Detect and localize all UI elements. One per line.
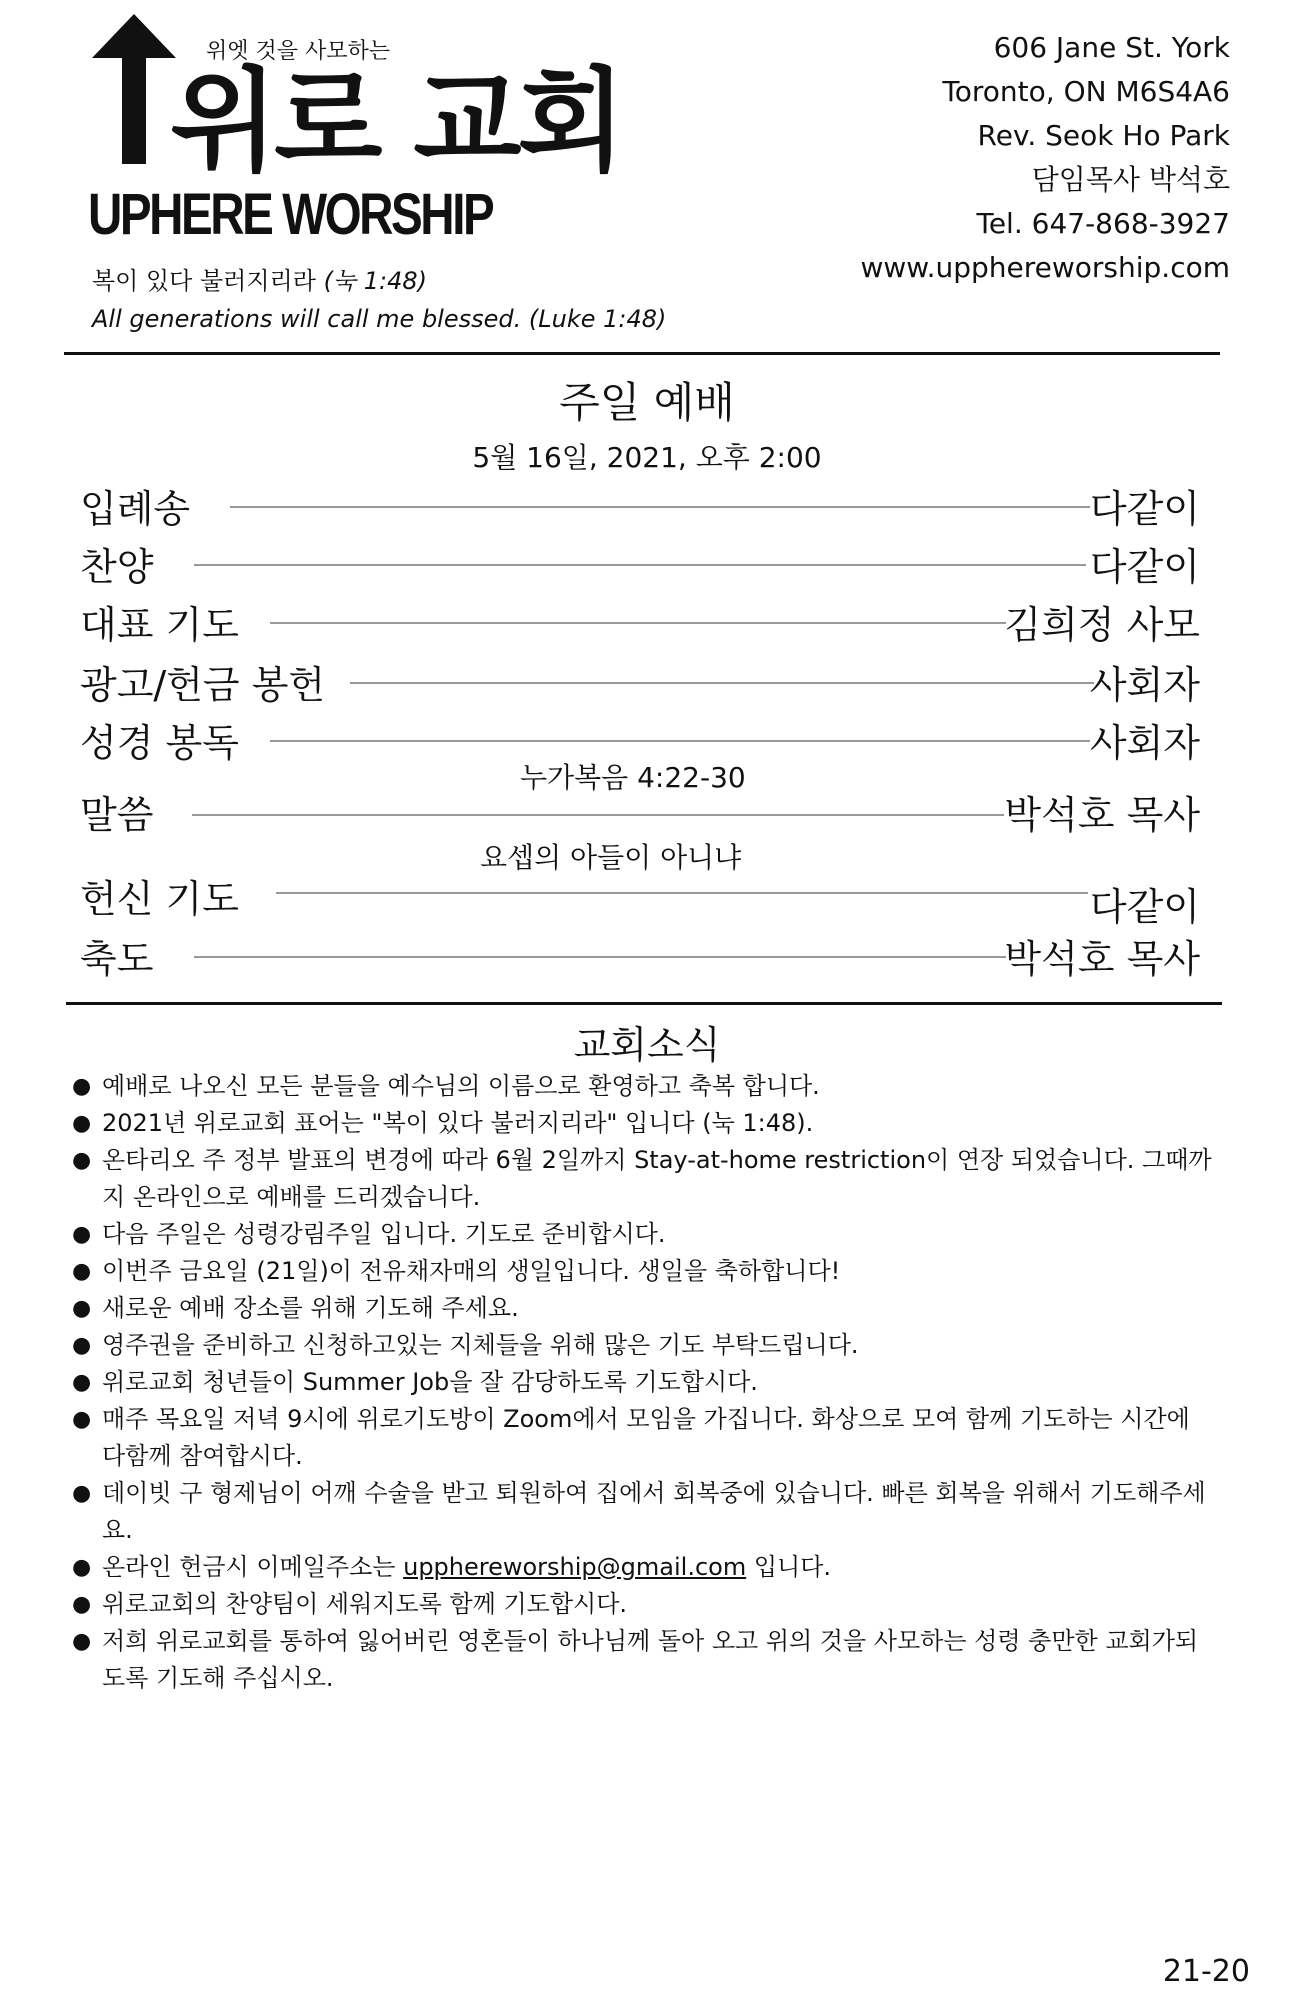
order-item: 광고/헌금 봉헌 <box>80 663 326 707</box>
bullet-icon: ● <box>72 1407 92 1432</box>
verse-korean-ref: (눅 1:48) <box>323 267 427 295</box>
order-person: 박석호 목사 <box>1004 937 1200 981</box>
order-person: 다같이 <box>1089 545 1200 589</box>
list-item: ● 저희 위로교회를 통하여 잃어버린 영혼들이 하나님께 돌아 오고 위의 것을 사모하는 성령 충만한 교회가되도록 기도해 주십시오. <box>72 1623 1212 1697</box>
up-arrow-icon <box>88 14 180 164</box>
verse-english: All generations will call me blessed. (Luke 1:48) <box>92 305 667 333</box>
leader-line <box>230 506 1090 508</box>
page-number: 21-20 <box>1162 1954 1250 1989</box>
leader-line <box>270 740 1090 742</box>
order-row <box>80 478 1200 531</box>
section-divider <box>66 1002 1222 1005</box>
news-list <box>72 1068 1212 1697</box>
contact-phone: Tel. 647-868-3927 <box>976 207 1230 240</box>
order-row <box>80 784 1200 837</box>
order-row <box>80 654 1200 707</box>
leader-line <box>192 814 1004 816</box>
order-item: 성경 봉독 <box>80 721 239 765</box>
leader-line <box>194 564 1086 566</box>
list-item: ● 새로운 예배 장소를 위해 기도해 주세요. <box>72 1290 1212 1327</box>
order-row <box>80 868 1200 929</box>
order-person: 김희정 사모 <box>1004 603 1200 647</box>
logo-english-name: UPHERE WORSHIP <box>88 182 493 247</box>
scripture-reference: 누가복음 4:22-30 <box>520 761 746 794</box>
bullet-icon: ● <box>72 1148 92 1173</box>
order-item: 대표 기도 <box>80 603 239 647</box>
news-title: 교회소식 <box>573 1023 721 1067</box>
donation-email-link[interactable]: upphereworship@gmail.com <box>403 1553 747 1581</box>
order-row <box>80 594 1200 647</box>
list-item: ● 매주 목요일 저녁 9시에 위로기도방이 Zoom에서 모임을 가집니다. 화상으로 모여 함께 기도하는 시간에 다함께 참여합시다. <box>72 1401 1212 1475</box>
logo-tagline: 위엣 것을 사모하는 <box>206 39 391 64</box>
order-item: 헌신 기도 <box>80 877 239 921</box>
leader-line <box>194 956 1006 958</box>
list-item: ● 위로교회 청년들이 Summer Job을 잘 감당하도록 기도합시다. <box>72 1364 1212 1401</box>
order-item: 말씀 <box>80 793 154 837</box>
order-row <box>80 928 1200 981</box>
order-person: 사회자 <box>1089 663 1200 707</box>
bullet-icon: ● <box>72 1111 92 1136</box>
order-row <box>80 712 1200 765</box>
contact-website[interactable]: www.upphereworship.com <box>860 251 1230 284</box>
leader-line <box>270 622 1006 624</box>
bullet-icon: ● <box>72 1259 92 1284</box>
logo-korean-name: 위로 교회 <box>170 57 622 187</box>
order-item: 축도 <box>80 937 154 981</box>
contact-pastor-en: Rev. Seok Ho Park <box>977 119 1230 152</box>
contact-pastor-ko: 담임목사 박석호 <box>1031 163 1230 196</box>
verse-korean: 복이 있다 불러지리라 <box>92 267 316 295</box>
list-item: ● 이번주 금요일 (21일)이 전유채자매의 생일입니다. 생일을 축하합니다! <box>72 1253 1212 1290</box>
leader-line <box>276 892 1088 894</box>
bullet-icon: ● <box>72 1592 92 1617</box>
list-item: ● 다음 주일은 성령강림주일 입니다. 기도로 준비합시다. <box>72 1216 1212 1253</box>
order-item: 입례송 <box>80 487 191 531</box>
contact-city: Toronto, ON M6S4A6 <box>942 75 1230 108</box>
order-person: 다같이 <box>1089 885 1200 929</box>
list-item: ● 온라인 헌금시 이메일주소는 upphereworship@gmail.com 입니다. <box>72 1549 1212 1586</box>
order-person: 다같이 <box>1089 487 1200 531</box>
bullet-icon: ● <box>72 1629 92 1654</box>
contact-street: 606 Jane St. York <box>993 31 1230 64</box>
bullet-icon: ● <box>72 1481 92 1506</box>
bullet-icon: ● <box>72 1333 92 1358</box>
list-item: ● 예배로 나오신 모든 분들을 예수님의 이름으로 환영하고 축복 합니다. <box>72 1068 1212 1105</box>
church-logo <box>88 14 622 254</box>
order-row <box>80 536 1200 589</box>
leader-line <box>350 682 1094 684</box>
bullet-icon: ● <box>72 1555 92 1580</box>
bullet-icon: ● <box>72 1296 92 1321</box>
order-person: 사회자 <box>1089 721 1200 765</box>
sermon-title: 요셉의 아들이 아니냐 <box>480 841 742 874</box>
list-item: ● 위로교회의 찬양팀이 세워지도록 함께 기도합시다. <box>72 1586 1212 1623</box>
header-divider <box>64 352 1220 355</box>
list-item: ● 영주권을 준비하고 신청하고있는 지체들을 위해 많은 기도 부탁드립니다. <box>72 1327 1212 1364</box>
bullet-icon: ● <box>72 1222 92 1247</box>
list-item: ● 온타리오 주 정부 발표의 변경에 따라 6월 2일까지 Stay-at-home restriction이 연장 되었습니다. 그때까지 온라인으로 예배를 드리겠습니다. <box>72 1142 1212 1216</box>
order-person: 박석호 목사 <box>1004 793 1200 837</box>
list-item: ● 2021년 위로교회 표어는 "복이 있다 불러지리라" 입니다 (눅 1:48). <box>72 1105 1212 1142</box>
service-date: 5월 16일, 2021, 오후 2:00 <box>472 441 822 474</box>
order-item: 찬양 <box>80 545 154 589</box>
bullet-icon: ● <box>72 1074 92 1099</box>
bullet-icon: ● <box>72 1370 92 1395</box>
theme-verse <box>92 262 666 338</box>
contact-block <box>860 26 1230 290</box>
list-item: ● 데이빗 구 형제님이 어깨 수술을 받고 퇴원하여 집에서 회복중에 있습니다. 빠른 회복을 위해서 기도해주세요. <box>72 1475 1212 1549</box>
service-title: 주일 예배 <box>559 378 735 427</box>
